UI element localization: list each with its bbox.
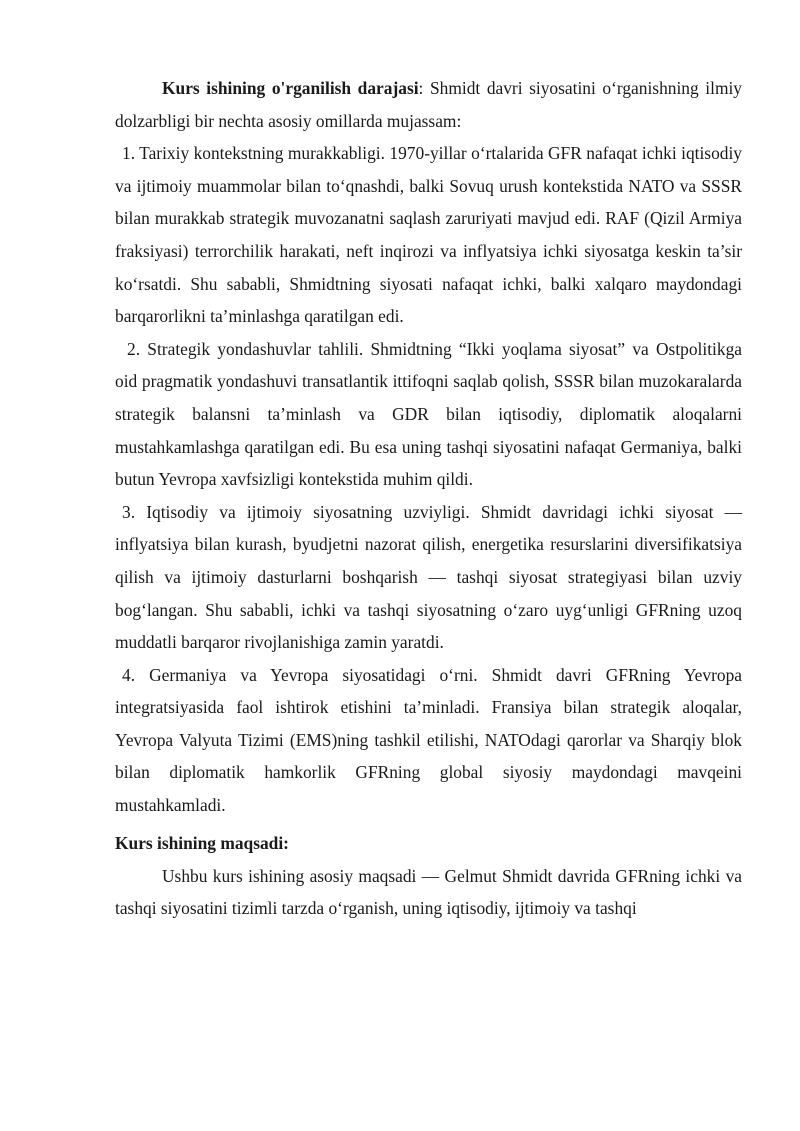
list-item-3: 3. Iqtisodiy va ijtimoiy siyosatning uzviyligi. Shmidt davridagi ichki siyosat — inflyatsiya bilan kurash, byudjetni nazorat qilish, energetika resurslarini diversifikatsiya qilish va ijtimoiy dasturlarni boshqarish — tashqi siyosat strategiyasi bilan uzviy bog‘langan. Shu sababli, ichki va tashqi siyosatning o‘zaro uyg‘unligi GFRning uzoq muddatli barqaror rivojlanishiga zamin yaratdi. [115, 501, 742, 653]
goal-heading: Kurs ishining maqsadi: [115, 832, 289, 853]
list-item-4: 4. Germaniya va Yevropa siyosatidagi o‘rni. Shmidt davri GFRning Yevropa integratsiyasida faol ishtirok etishini ta’minladi. Fransiya bilan strategik aloqalar, Yevropa Valyuta Tizimi (EMS)ning tashkil etilishi, NATOdagi qarorlar va Sharqiy blok bilan diplomatik hamkorlik GFRning global siyosiy maydondagi mavqeini mustahkamladi. [115, 664, 742, 816]
list-item-1: 1. Tarixiy kontekstning murakkabligi. 1970-yillar o‘rtalarida GFR nafaqat ichki iqtisodiy va ijtimoiy muammolar bilan to‘qnashdi, balki Sovuq urush kontekstida NATO va SSSR bilan murakkab strategik muvozanatni saqlash zaruriyati mavjud edi. RAF (Qizil Armiya fraksiyasi) terrorchilik harakati, neft inqirozi va inflyatsiya ichki siyosatga keskin ta’sir ko‘rsatdi. Shu sababli, Shmidtning siyosati nafaqat ichki, balki xalqaro maydondagi barqarorlikni ta’minlashga qaratilgan edi. [115, 143, 742, 327]
goal-paragraph: Ushbu kurs ishining asosiy maqsadi — Gelmut Shmidt davrida GFRning ichki va tashqi siyosatini tizimli tarzda o‘rganish, uning iqtisodiy, ijtimoiy va tashqi [115, 865, 742, 919]
document-page [115, 72, 742, 925]
intro-paragraph [115, 72, 742, 137]
list-item-2: 2. Strategik yondashuvlar tahlili. Shmidtning “Ikki yoqlama siyosat” va Ostpolitikga oid pragmatik yondashuvi transatlantik ittifoqni saqlab qolish, SSSR bilan muzokaralarda strategik balansni ta’minlash va GDR bilan iqtisodiy, diplomatik aloqalarni mustahkamlashga qaratilgan edi. Bu esa uning tashqi siyosatini nafaqat Germaniya, balki butun Yevropa xavfsizligi kontekstida muhim qildi. [115, 338, 742, 490]
intro-text: : Shmidt davri siyosatini o‘rganishning ilmiy dolzarbligi bir nechta asosiy omillarda mujassam: [115, 78, 742, 131]
intro-label: Kurs ishining o'rganilish darajasi [162, 78, 419, 98]
